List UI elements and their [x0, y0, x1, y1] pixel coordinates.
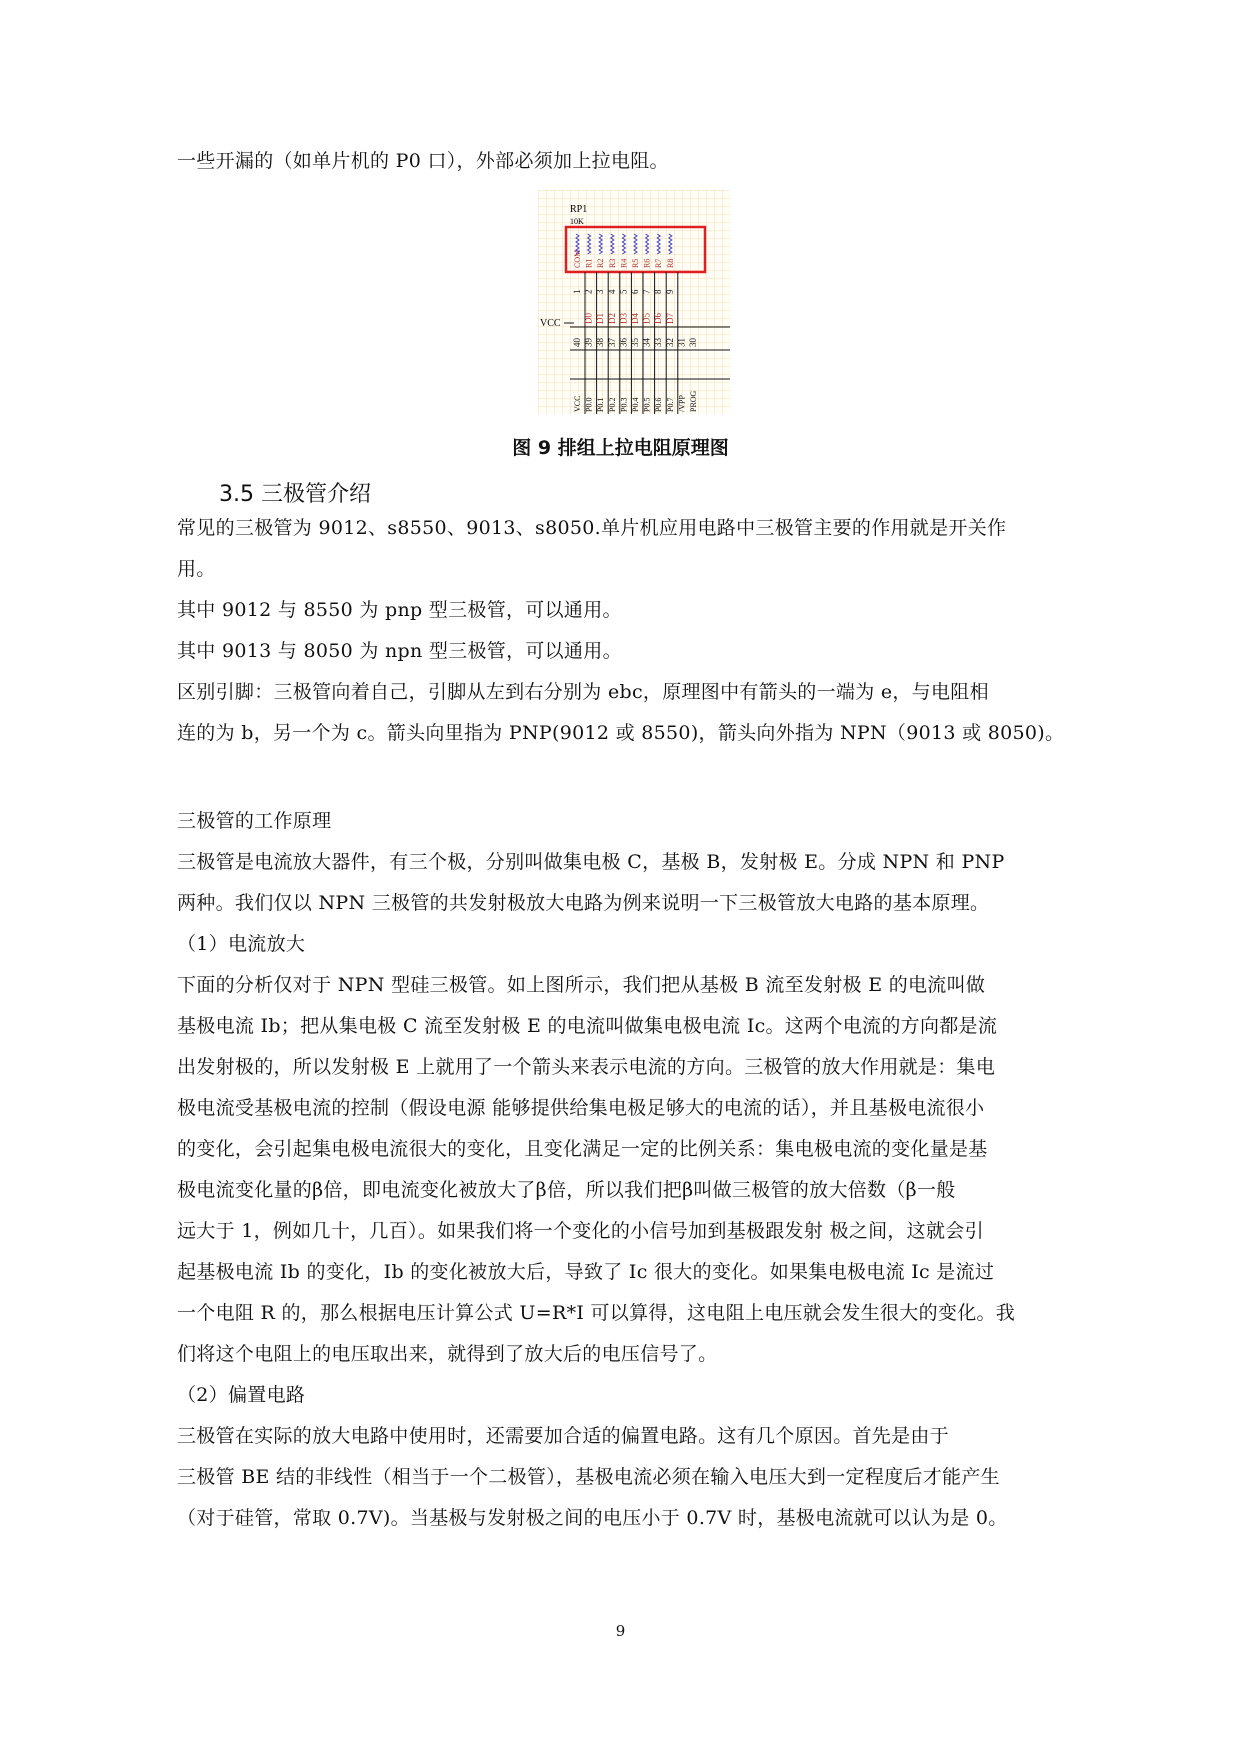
subsection-label: （1）电流放大 [177, 933, 306, 955]
resistor-pin-label: R6 [642, 258, 652, 268]
paragraph-line: 的变化，会引起集电极电流很大的变化，且变化满足一定的比例关系：集电极电流的变化量是基 [177, 1138, 988, 1160]
chip-pin-number: 30 [688, 338, 698, 347]
paragraph-line: 三极管 BE 结的非线性（相当于一个二极管），基极电流必须在输入电压大到一定程度后才能产生 [177, 1466, 1000, 1488]
paragraph-line: 常见的三极管为 9012、s8550、9013、s8050.单片机应用电路中三极管主要的作用就是开关作 [177, 517, 1007, 539]
paragraph-line: 基极电流 Ib；把从集电极 C 流至发射极 E 的电流叫做集电极电流 Ic。这两个电流的方向都是流 [177, 1015, 998, 1037]
chip-pin-number: 37 [606, 338, 617, 347]
net-label: D5 [641, 313, 652, 324]
net-label: D1 [595, 313, 606, 324]
resistor-network-schematic [538, 190, 730, 414]
chip-pin-name: /VPP [677, 395, 687, 412]
paragraph-line: 起基极电流 Ib 的变化，Ib 的变化被放大后，导致了 Ic 很大的变化。如果集电极电流 Ic 是流过 [177, 1261, 995, 1283]
subsection-label: （2）偏置电路 [177, 1384, 306, 1406]
paragraph-line: 极电流受基极电流的控制（假设电源 能够提供给集电极足够大的电流的话），并且基极电流很小 [177, 1097, 985, 1119]
chip-pin-number: 31 [676, 338, 687, 347]
intro-line: 一些开漏的（如单片机的 P0 口），外部必须加上拉电阻。 [177, 150, 669, 172]
chip-pin-name: P0.0 [584, 397, 594, 412]
resistor-pin-number: 5 [618, 289, 629, 294]
paragraph-line: 们将这个电阻上的电压取出来，就得到了放大后的电压信号了。 [177, 1343, 718, 1365]
net-label: D4 [630, 313, 640, 324]
net-label: D6 [653, 313, 664, 324]
net-label: D3 [618, 313, 629, 324]
resistor-pin-number: 9 [664, 289, 675, 294]
resistor-pin-label: R4 [619, 258, 629, 268]
paragraph-line: 出发射极的，所以发射极 E 上就用了一个箭头来表示电流的方向。三极管的放大作用就是：集电 [177, 1056, 996, 1078]
resistor-ref-label: RP1 [570, 204, 588, 215]
resistor-value-label: 10K [570, 217, 584, 226]
resistor-pin-number: 7 [641, 289, 652, 294]
paragraph-line: 两种。我们仅以 NPN 三极管的共发射极放大电路为例来说明一下三极管放大电路的基本原理。 [177, 892, 990, 914]
resistor-pin-label: R1 [584, 258, 594, 268]
paragraph-line: 三极管在实际的放大电路中使用时，还需要加合适的偏置电路。这有几个原因。首先是由于 [177, 1425, 950, 1447]
net-label: D2 [606, 313, 617, 324]
paragraph-line: 三极管是电流放大器件，有三个极，分别叫做集电极 C，基极 B，发射极 E。分成 NPN 和 PNP [177, 851, 1005, 873]
paragraph-line: 三极管的工作原理 [177, 810, 332, 832]
paragraph-line: 极电流变化量的β倍，即电流变化被放大了β倍，所以我们把β叫做三极管的放大倍数（β一般 [177, 1179, 956, 1201]
chip-pin-number: 39 [583, 338, 594, 347]
chip-pin-name: P0.3 [619, 397, 629, 412]
chip-pin-number: 32 [664, 338, 675, 347]
chip-pin-number: 36 [618, 338, 629, 347]
resistor-pin-number: 2 [583, 289, 594, 294]
resistor-pin-label: R8 [665, 258, 675, 268]
chip-pin-name: P0.4 [631, 397, 640, 412]
chip-pin-number: 35 [630, 338, 640, 347]
net-label: D0 [583, 313, 594, 324]
paragraph-line: 其中 9013 与 8050 为 npn 型三极管，可以通用。 [177, 640, 622, 662]
chip-pin-name: P0.6 [654, 397, 664, 412]
paragraph-line: 其中 9012 与 8550 为 pnp 型三极管，可以通用。 [177, 599, 622, 621]
page-number: 9 [615, 1622, 626, 1640]
resistor-pin-number: 4 [606, 289, 617, 294]
resistor-pin-number: 1 [572, 289, 582, 294]
paragraph-line: 区别引脚：三极管向着自己，引脚从左到右分别为 ebc，原理图中有箭头的一端为 e，与电阻相 [177, 681, 989, 703]
section-heading: 3.5 三极管介绍 [219, 482, 371, 507]
net-label: D7 [664, 313, 675, 324]
resistor-pin-number: 3 [595, 289, 606, 294]
chip-pin-number: 40 [572, 338, 582, 347]
resistor-pin-label: R2 [596, 258, 606, 268]
chip-pin-name: VCC [573, 395, 582, 412]
resistor-pin-label: R5 [631, 258, 640, 268]
chip-pin-name: P0.1 [596, 397, 606, 412]
resistor-pin-label: R3 [607, 258, 617, 268]
resistor-pin-label: R7 [654, 258, 664, 268]
resistor-pin-number: 6 [630, 289, 640, 294]
chip-pin-name: P0.7 [665, 397, 675, 412]
paragraph-line: 下面的分析仅对于 NPN 型硅三极管。如上图所示，我们把从基极 B 流至发射极 E 的电流叫做 [177, 974, 986, 996]
chip-pin-name: P0.2 [607, 397, 617, 412]
chip-pin-number: 38 [595, 338, 606, 347]
resistor-pin-label: COM [573, 249, 582, 268]
resistor-pin-number: 8 [653, 289, 664, 294]
paragraph-line: 用。 [177, 558, 216, 580]
paragraph-line: 远大于 1，例如几十，几百）。如果我们将一个变化的小信号加到基极跟发射 极之间，这就会引 [177, 1220, 984, 1242]
chip-pin-name: P0.5 [642, 397, 652, 412]
chip-pin-number: 33 [653, 338, 664, 347]
chip-pin-name: PROG [689, 390, 698, 412]
chip-pin-number: 34 [641, 338, 652, 347]
paragraph-line: 连的为 b，另一个为 c。箭头向里指为 PNP(9012 或 8550)，箭头向外指为 NPN（9013 或 8050)。 [177, 722, 1065, 744]
paragraph-line: 一个电阻 R 的，那么根据电压计算公式 U=R*I 可以算得，这电阻上电压就会发生很大的变化。我 [177, 1302, 1016, 1324]
figure-caption: 图 9 排组上拉电阻原理图 [512, 437, 729, 459]
paragraph-line: （对于硅管，常取 0.7V)。当基极与发射极之间的电压小于 0.7V 时，基极电流就可以认为是 0。 [177, 1507, 1008, 1529]
vcc-label: VCC [540, 318, 561, 329]
